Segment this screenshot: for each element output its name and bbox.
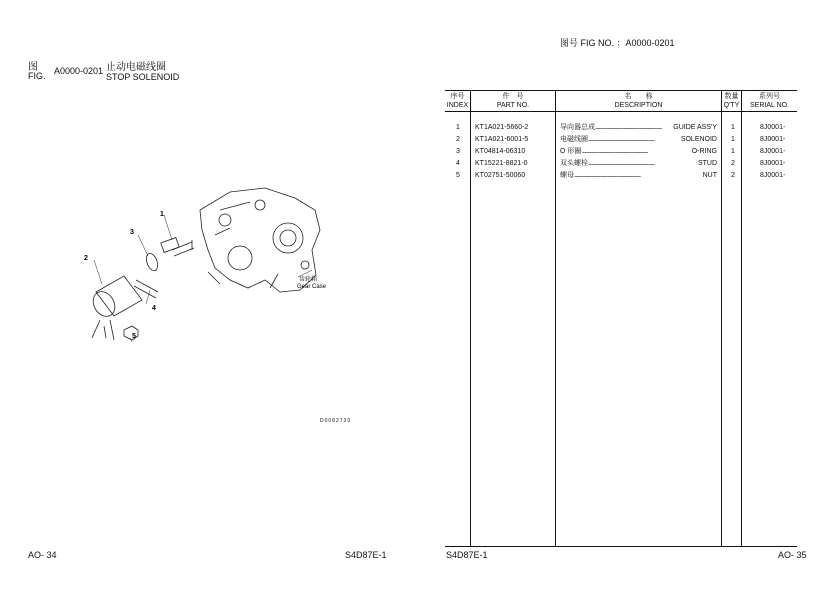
right-page-number: AO- 35	[778, 550, 807, 560]
row-4-qty: 2	[731, 160, 735, 167]
callout-3: 3	[130, 229, 134, 236]
header-description: 名 称 DESCRIPTION	[614, 93, 663, 109]
fig-number: A0000-0201	[54, 66, 104, 76]
row-3-part-no: KT04814-06310	[475, 148, 526, 155]
row-1-index: 1	[456, 124, 460, 131]
header-index: 序号 INDEX	[446, 93, 469, 109]
row-3-serial: 8J0001-	[760, 148, 786, 155]
fig-label-cn: 图	[28, 62, 38, 73]
row-2-serial: 8J0001-	[760, 136, 786, 143]
row-3-index: 3	[456, 148, 460, 155]
header-part-no: 件 号 PART NO.	[496, 93, 530, 109]
left-model-code: S4D87E-1	[345, 550, 387, 560]
row-1-description: 导向器总成 ...................................................................... GUIDE ASS'Y	[560, 124, 717, 131]
left-page-number: AO- 34	[28, 550, 57, 560]
row-5-index: 5	[456, 172, 460, 179]
row-5-part-no: KT02751-50060	[475, 172, 526, 179]
o-ring-part	[144, 252, 160, 272]
exploded-parts-drawing	[80, 180, 360, 350]
callout-1: 1	[160, 211, 164, 218]
row-1-qty: 1	[731, 124, 735, 131]
row-2-qty: 1	[731, 136, 735, 143]
row-5-serial: 8J0001-	[760, 172, 786, 179]
row-4-part-no: KT15221-8821-0	[475, 160, 528, 167]
row-3-description: O 形圈 ...................................................................... O-RING	[560, 148, 717, 155]
row-4-index: 4	[456, 160, 460, 167]
row-5-qty: 2	[731, 172, 735, 179]
row-2-part-no: KT1A021-6001-5	[475, 136, 529, 143]
solenoid-part	[96, 276, 142, 316]
row-3-qty: 1	[731, 148, 735, 155]
callout-2: 2	[84, 255, 88, 262]
row-2-index: 2	[456, 136, 460, 143]
header-serial-no: 系列号 SERIAL NO.	[749, 93, 790, 109]
callout-4: 4	[152, 305, 156, 312]
row-5-description: 螺母 ...................................................................... NUT	[560, 172, 717, 179]
figure-title-cn: 止动电磁线圈	[106, 62, 166, 73]
header-qty: 数量 Q'TY	[723, 93, 740, 109]
stud-part	[134, 280, 158, 298]
figure-title-en: STOP SOLENOID	[106, 72, 180, 82]
fig-label-en: FIG.	[28, 71, 46, 81]
fig-no-header: 图号 FIG NO. ：A0000-0201	[560, 38, 675, 48]
callout-5: 5	[132, 333, 136, 340]
drawing-code: D0082739	[320, 418, 352, 424]
right-model-code: S4D87E-1	[446, 550, 488, 560]
row-4-description: 双头螺栓 ...................................................................... STUD	[560, 160, 717, 167]
gear-case-label-cn: 齿轮箱	[299, 277, 318, 283]
row-4-serial: 8J0001-	[760, 160, 786, 167]
gear-case-label-en: Gear Case	[297, 284, 327, 290]
row-2-description: 电磁线圈 ...................................................................... SOLENOID	[560, 136, 717, 143]
row-1-part-no: KT1A021-5660-2	[475, 124, 529, 131]
row-1-serial: 8J0001-	[760, 124, 786, 131]
